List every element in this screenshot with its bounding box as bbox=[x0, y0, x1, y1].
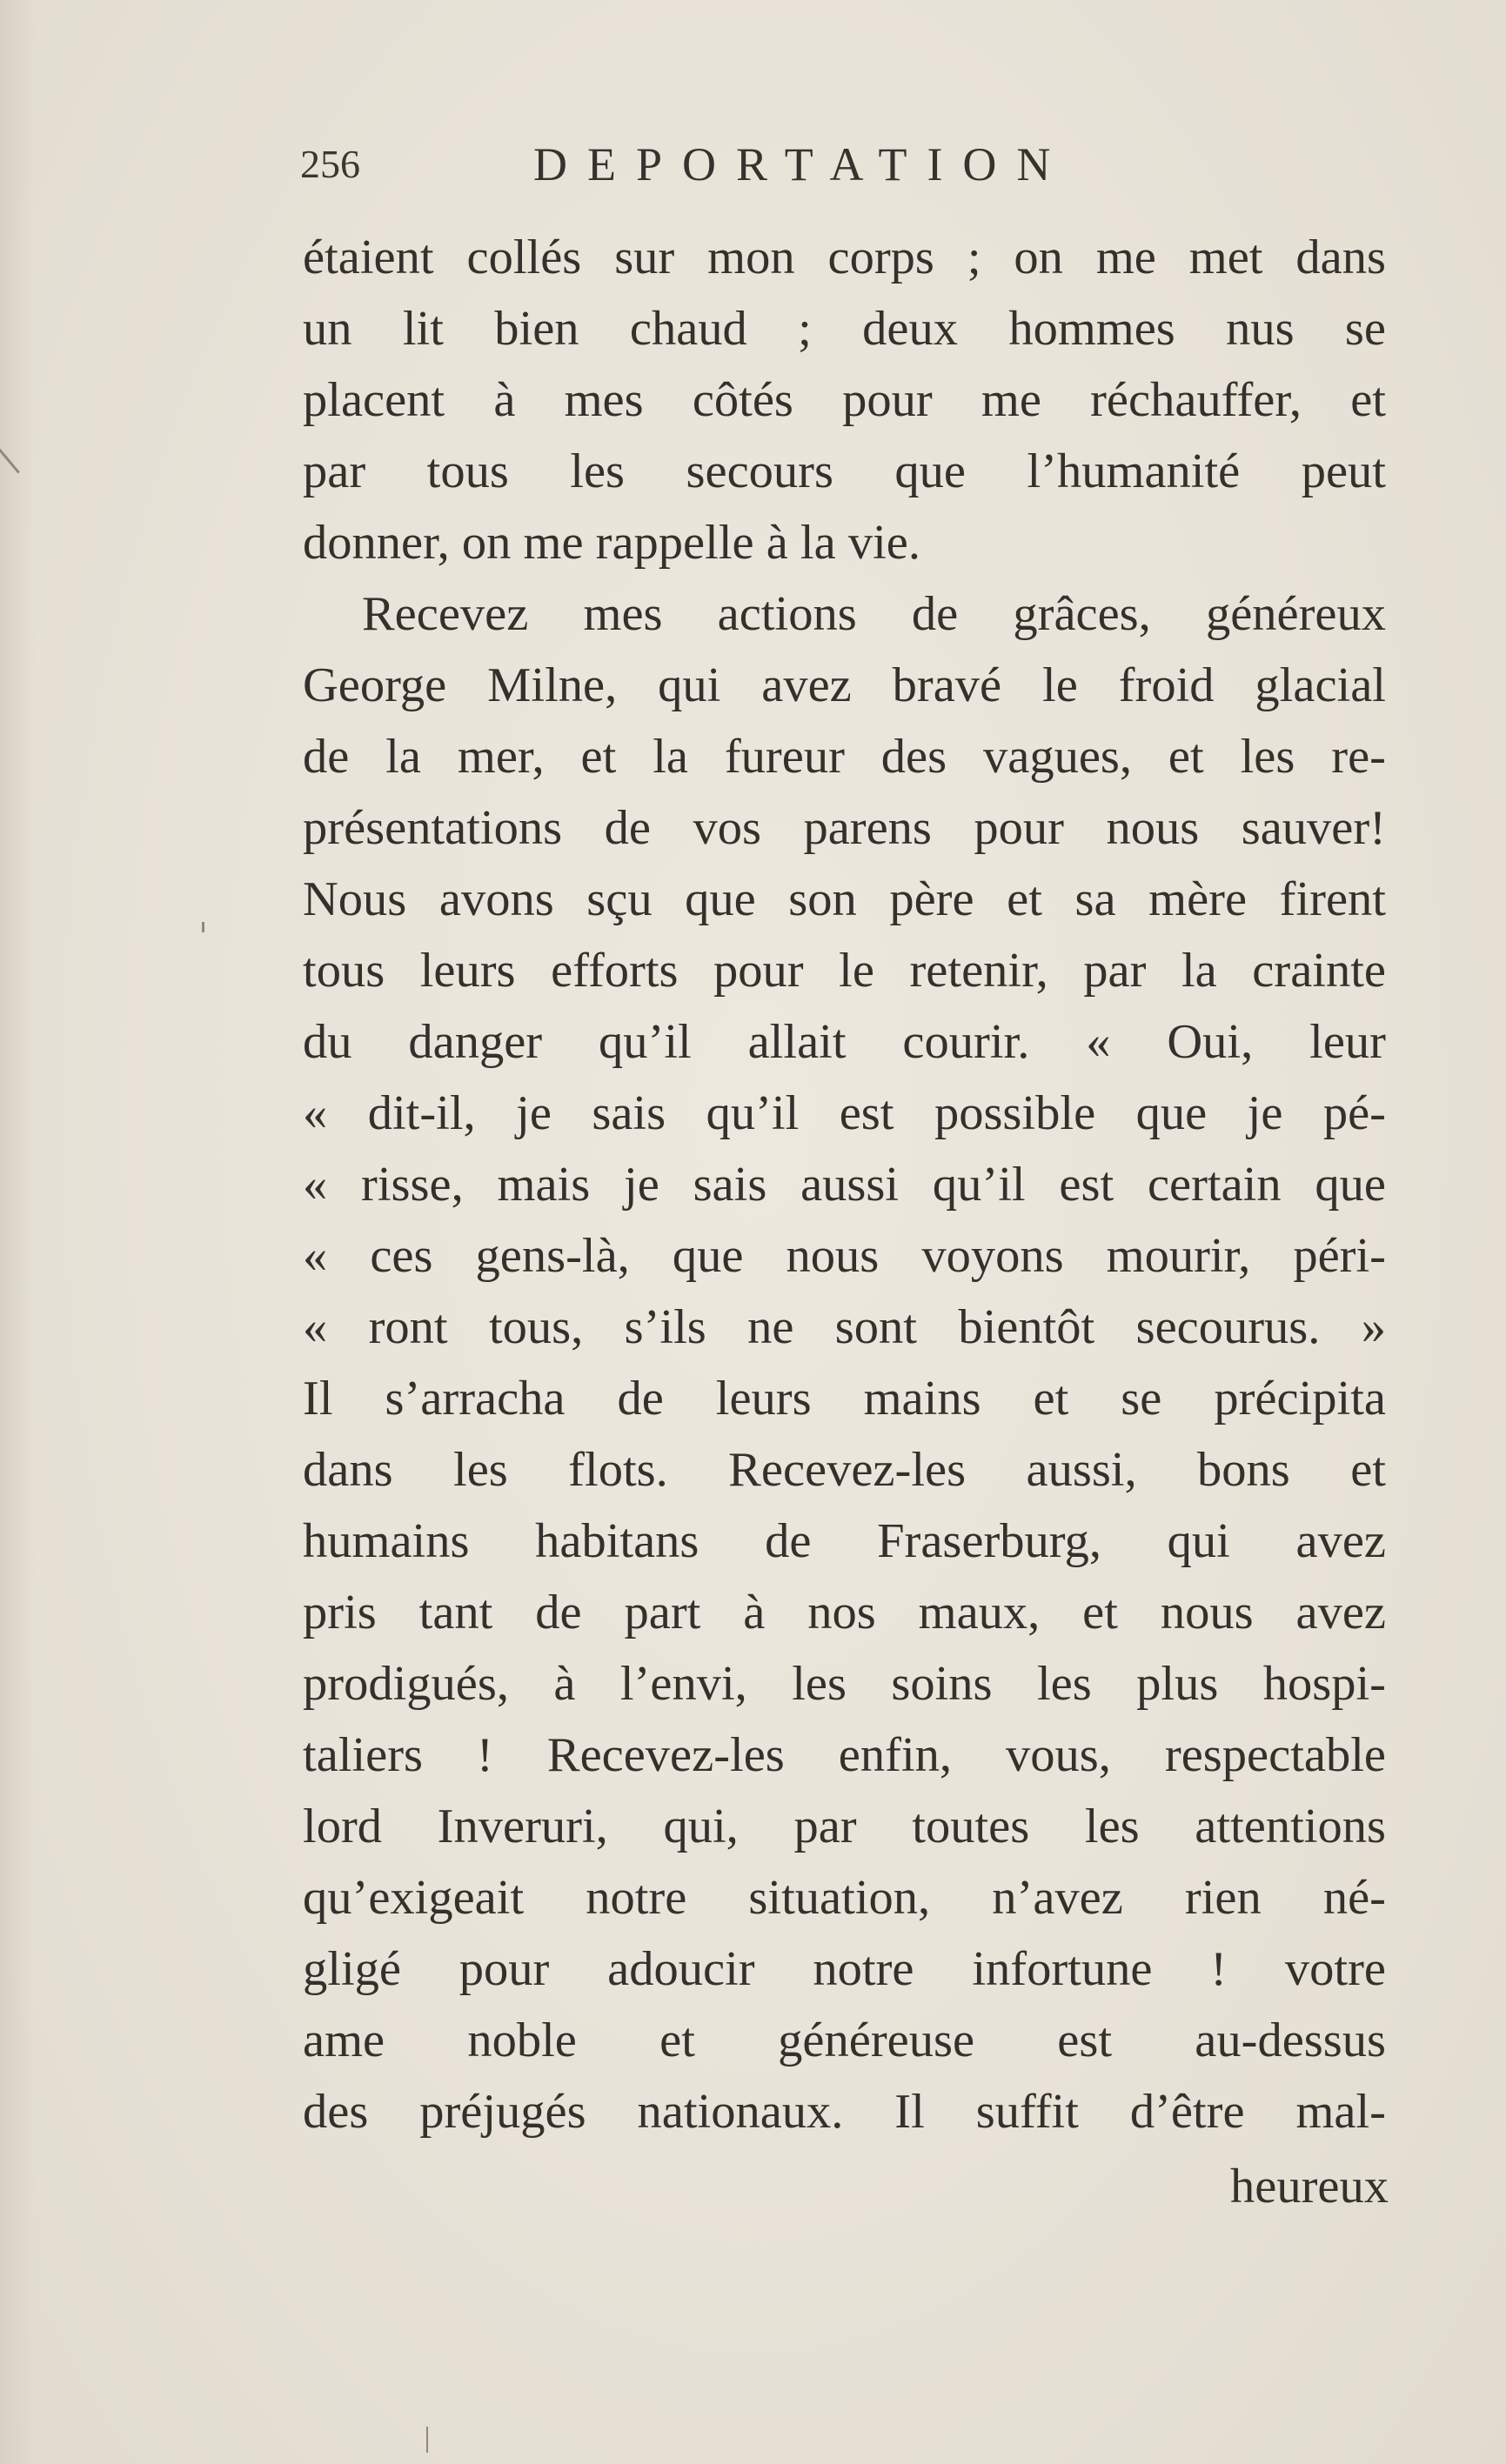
text-line: gligé pour adoucir notre infortune ! votre bbox=[303, 1942, 1386, 1996]
text-line: étaient collés sur mon corps ; on me met dans bbox=[303, 230, 1386, 284]
text-line: « ront tous, s’ils ne sont bientôt secourus. » bbox=[303, 1300, 1386, 1354]
page-edge-shadow bbox=[0, 0, 35, 2464]
text-line: du danger qu’il allait courir. « Oui, leur bbox=[303, 1015, 1386, 1069]
text-line: de la mer, et la fureur des vagues, et les re- bbox=[303, 730, 1386, 784]
text-line: présentations de vos parens pour nous sauver! bbox=[303, 801, 1386, 855]
margin-mark bbox=[426, 2427, 428, 2453]
text-line: « dit-il, je sais qu’il est possible que je pé- bbox=[303, 1086, 1386, 1140]
catchword: heureux bbox=[1230, 2160, 1389, 2214]
text-line: placent à mes côtés pour me réchauffer, et bbox=[303, 373, 1386, 427]
page-number: 256 bbox=[300, 142, 360, 186]
text-line: Nous avons sçu que son père et sa mère firent bbox=[303, 872, 1386, 926]
body-text bbox=[303, 222, 1386, 2147]
text-line: dans les flots. Recevez-les aussi, bons et bbox=[303, 1443, 1386, 1497]
text-line: prodigués, à l’envi, les soins les plus hospi- bbox=[303, 1657, 1386, 1711]
text-line: pris tant de part à nos maux, et nous avez bbox=[303, 1586, 1386, 1639]
text-line: tous leurs efforts pour le retenir, par la crainte bbox=[303, 944, 1386, 998]
text-line: Il s’arracha de leurs mains et se précipita bbox=[303, 1372, 1386, 1426]
margin-mark bbox=[202, 922, 204, 932]
text-line: ame noble et généreuse est au-dessus bbox=[303, 2013, 1386, 2067]
text-line: qu’exigeait notre situation, n’avez rien né- bbox=[303, 1871, 1386, 1925]
text-line: lord Inveruri, qui, par toutes les attentions bbox=[303, 1800, 1386, 1853]
running-head: DEPORTATION bbox=[533, 138, 1071, 190]
page-header bbox=[300, 130, 1396, 200]
text-line: humains habitans de Fraserburg, qui avez bbox=[303, 1514, 1386, 1568]
text-line: des préjugés nationaux. Il suffit d’être mal- bbox=[303, 2085, 1386, 2139]
text-line: un lit bien chaud ; deux hommes nus se bbox=[303, 302, 1386, 356]
text-line: par tous les secours que l’humanité peut bbox=[303, 444, 1386, 498]
text-line: « risse, mais je sais aussi qu’il est certain que bbox=[303, 1158, 1386, 1212]
text-line: taliers ! Recevez-les enfin, vous, respectable bbox=[303, 1728, 1386, 1782]
text-line: donner, on me rappelle à la vie. bbox=[303, 516, 920, 570]
text-line: Recevez mes actions de grâces, généreux bbox=[362, 587, 1386, 641]
text-line: George Milne, qui avez bravé le froid glacial bbox=[303, 658, 1386, 712]
text-line: « ces gens-là, que nous voyons mourir, péri- bbox=[303, 1229, 1386, 1283]
